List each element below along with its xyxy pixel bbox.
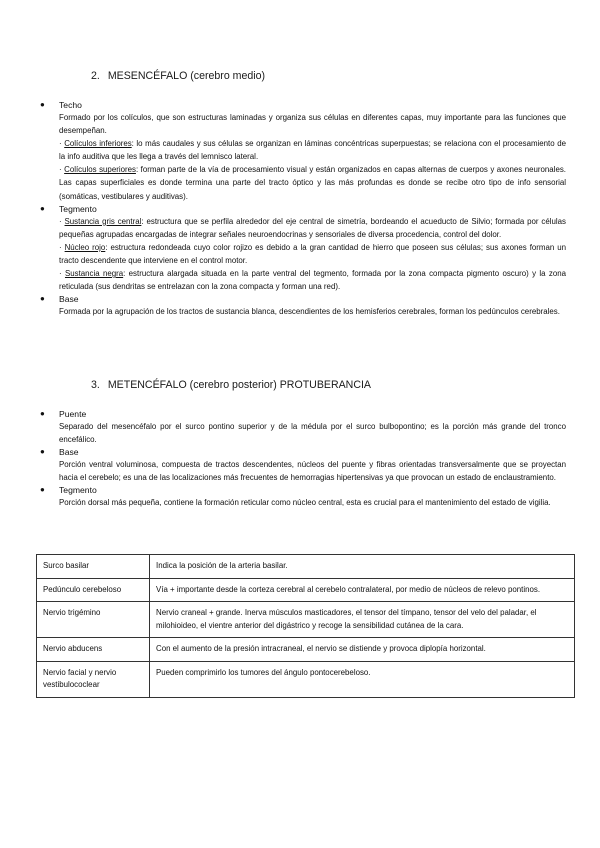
section-2-title: MESENCÉFALO (cerebro medio) — [107, 70, 266, 82]
bullet-label: Tegmento — [59, 485, 97, 496]
sub-item: · Sustancia negra: estructura alargada situada en la parte ventral del tegmento, formada por la zona compacta pigmento oscuro) y la zona reticulada (sus dendritas se entrelazan con la zona compacta y forman una red). — [59, 269, 566, 292]
paragraph: Formado por los colículos, que son estructuras laminadas y organiza sus células en diferentes capas, muy importante para las funciones que desempeñan. — [59, 113, 566, 136]
table-row — [37, 661, 575, 697]
term: Sustancia negra — [64, 269, 124, 279]
bullet-icon: ● — [40, 409, 45, 418]
bullet-item — [40, 484, 566, 496]
section-2-body — [40, 99, 566, 318]
sub-item: · Núcleo rojo: estructura redondeada cuyo color rojizo es debido a la gran cantidad de hierro que poseen sus células; sus axones forman un tracto descendente que interviene en el control motor. — [59, 242, 567, 265]
bullet-label: Techo — [59, 100, 82, 110]
table-desc-cell: Pueden comprimirlo los tumores del ángulo pontocerebeloso. — [150, 661, 575, 697]
bullet-item — [40, 446, 566, 458]
bullet-icon: ● — [40, 203, 45, 213]
term-desc: : estructura alargada situada en la parte ventral del tegmento, formada por la zona compacta pigmento oscuro) y la zona reticulada (sus dendritas se entrelazan con la zona compacta y forman una red). — [59, 269, 566, 292]
term: Sustancia gris central — [64, 216, 142, 226]
table-row — [37, 602, 575, 638]
sub-item: · Sustancia gris central: estructura que se perfila alrededor del eje central de simetría, bordeando el acueducto de Silvio; formada por células pequeñas agrupadas encargadas de integrar señales neuroendocrinas y sensoriales de diversa procedencia, control del dolor. — [59, 216, 566, 239]
bullet-item — [40, 408, 566, 420]
table-term-cell: Nervio abducens — [37, 638, 150, 662]
table-row — [37, 578, 575, 602]
bullet-item — [40, 99, 566, 111]
table-term-cell: Pedúnculo cerebeloso — [37, 578, 150, 602]
table-desc-cell: Indica la posición de la arteria basilar. — [150, 555, 575, 579]
section-3-number: 3. — [91, 379, 100, 391]
paragraph: Formada por la agrupación de los tractos de sustancia blanca, descendientes de los hemisferios cerebrales, forman los pedúnculos cerebrales. — [59, 307, 560, 317]
bullet-item — [40, 203, 566, 215]
bullet-icon: ● — [40, 294, 45, 304]
term-desc: : estructura que se perfila alrededor del eje central de simetría, bordeando el acueducto de Silvio; formada por células pequeñas agrupadas encargadas de integrar señales neuroendocrinas y sensoriales de diversa procedencia, control del dolor. — [59, 216, 566, 239]
section-3-title: METENCÉFALO (cerebro posterior) PROTUBERANCIA — [107, 379, 371, 391]
table-desc-cell: Nervio craneal + grande. Inerva músculos masticadores, el tensor del tímpano, tensor del velo del paladar, el milohioideo, el vientre anterior del digástrico y recoge la sensibilidad cutánea de la cara. — [150, 602, 575, 638]
section-3-body — [40, 408, 566, 509]
term: Colículos inferiores — [64, 139, 132, 149]
bullet-item — [40, 293, 566, 305]
structures-table — [36, 554, 575, 698]
term: Colículos superiores — [64, 165, 136, 175]
section-3-heading — [91, 379, 371, 391]
table-term-cell: Nervio trigémino — [37, 602, 150, 638]
term: Núcleo rojo — [64, 242, 106, 252]
table-row — [37, 555, 575, 579]
bullet-icon: ● — [40, 100, 45, 109]
term-desc: : estructura redondeada cuyo color rojizo es debido a la gran cantidad de hierro que poseen sus células; sus axones forman un tracto descendente que interviene en el control motor. — [59, 242, 567, 265]
table-term-cell: Surco basilar — [37, 555, 150, 579]
bullet-label: Tegmento — [59, 203, 97, 214]
term-desc: : lo más caudales y sus células se organizan en láminas concéntricas superpuestas; se relaciona con el procesamiento de la info auditiva que les llega a través del lemnisco lateral. — [59, 139, 566, 162]
bullet-label: Puente — [59, 409, 87, 419]
bullet-icon: ● — [40, 485, 45, 495]
paragraph: Porción dorsal más pequeña, contiene la formación reticular como núcleo central, esta es crucial para el mantenimiento del estado de vigilia. — [59, 498, 551, 508]
section-2-heading — [91, 70, 265, 82]
paragraph: Separado del mesencéfalo por el surco pontino superior y de la médula por el surco bulbopontino; es la porción más grande del tronco encefálico. — [59, 422, 566, 445]
paragraph: Porción ventral voluminosa, compuesta de tractos descendentes, núcleos del puente y fibras orientadas transversalmente que se proyectan hacia el cerebelo; es una de las localizaciones más frecuentes de hemorragias hipertensivas ya que provocan un estado de enclaustramiento. — [59, 460, 566, 483]
bullet-icon: ● — [40, 447, 45, 457]
term-desc: : forman parte de la vía de procesamiento visual y están organizados en capas alternas de cuerpos y axones neuronales. Las capas superficiales es donde termina una parte del tracto óptico y las más profundas es donde se recibe otro tipo de info sensorial (somáticas, vestibulares y auditivas). — [59, 165, 566, 201]
table-row — [37, 638, 575, 662]
bullet-label: Base — [59, 294, 79, 305]
sub-item: · Colículos superiores: forman parte de la vía de procesamiento visual y están organizados en capas alternas de cuerpos y axones neuronales. Las capas superficiales es donde termina una parte del tracto óptico y las más profundas es donde se recibe otro tipo de info sensorial (somáticas, vestibulares y auditivas). — [59, 165, 566, 201]
table-desc-cell: Vía + importante desde la corteza cerebral al cerebelo contralateral, por medio de núcleos de relevo pontinos. — [150, 578, 575, 602]
section-2-number: 2. — [91, 70, 100, 82]
table-desc-cell: Con el aumento de la presión intracraneal, el nervio se distiende y provoca diplopía horizontal. — [150, 638, 575, 662]
table-term-cell: Nervio facial y nervio vestibulococlear — [37, 661, 150, 697]
bullet-label: Base — [59, 447, 79, 458]
sub-item: · Colículos inferiores: lo más caudales y sus células se organizan en láminas concéntricas superpuestas; se relaciona con el procesamiento de la info auditiva que les llega a través del lemnisco lateral. — [59, 139, 566, 162]
